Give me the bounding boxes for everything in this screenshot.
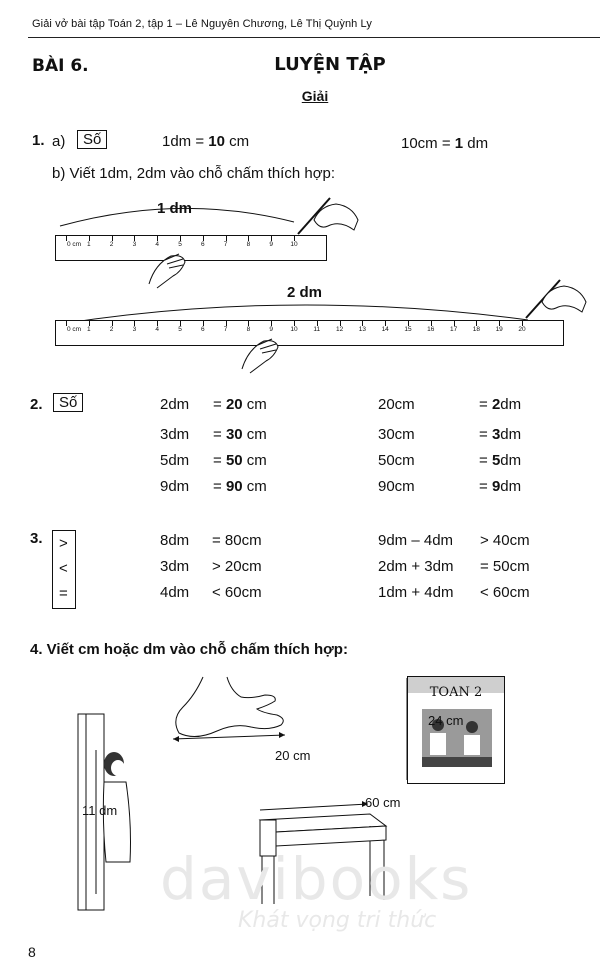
hand-holding-ruler-2-icon <box>238 335 283 375</box>
ruler1-arc-label: 1 dm <box>157 200 193 217</box>
ex1-part-b-text: b) Viết 1dm, 2dm vào chỗ chấm thích hợp: <box>52 165 336 182</box>
ex3-l-lhs: 8dm <box>160 532 190 549</box>
ex2-right-lhs: 30cm <box>378 426 415 443</box>
ruler-number: 8 <box>246 326 251 333</box>
ruler-number: 3 <box>132 241 137 248</box>
pencil-hand-1-icon <box>292 190 362 240</box>
ex2-right-lhs: 20cm <box>378 396 415 413</box>
ruler-number: 6 <box>200 241 205 248</box>
book-illustration <box>407 676 505 784</box>
ruler-number: 2 <box>109 326 114 333</box>
ex2-right-rhs: = 2dm <box>479 396 522 413</box>
ex3-number: 3. <box>30 530 43 547</box>
ex2-number: 2. <box>30 396 43 413</box>
ex1-number: 1. <box>32 132 45 149</box>
ruler-number: 10 <box>290 326 298 333</box>
ex2-left-rhs: = 30 cm <box>213 426 267 443</box>
ex3-r-lhs: 1dm + 4dm <box>378 584 454 601</box>
book-measure-label: 24 cm <box>428 713 464 728</box>
solution-heading: Giải <box>301 88 329 104</box>
hand-measure-label: 20 cm <box>275 748 311 763</box>
ex2-left-lhs: 5dm <box>160 452 190 469</box>
ex1-eq1: 1dm = 10 cm <box>162 133 250 150</box>
ex3-sign-eq: = <box>59 585 68 602</box>
ruler-number: 15 <box>404 326 412 333</box>
spread-hand-illustration <box>165 675 295 755</box>
ex2-right-lhs: 50cm <box>378 452 415 469</box>
ex3-sign-lt: < <box>59 560 68 577</box>
ruler-number: 16 <box>427 326 435 333</box>
ruler-number: 2 <box>109 241 114 248</box>
ruler-number: 5 <box>178 326 182 333</box>
ruler-number: 4 <box>155 241 159 248</box>
ruler-number: 5 <box>178 241 182 248</box>
ex2-right-rhs: = 9dm <box>479 478 522 495</box>
watermark-slogan: Khát vọng tri thức <box>238 908 437 933</box>
header-rule <box>28 37 600 38</box>
ex2-right-lhs: 90cm <box>378 478 415 495</box>
ex3-r-rhs: < 60cm <box>480 584 530 601</box>
ruler-number: 20 <box>518 326 526 333</box>
ruler-number: 18 <box>472 326 481 333</box>
ruler-number: 12 <box>335 326 344 333</box>
ex3-r-lhs: 2dm + 3dm <box>378 558 454 575</box>
ex2-right-rhs: = 3dm <box>479 426 522 443</box>
ex2-left-rhs: = 90 cm <box>213 478 267 495</box>
ruler-number: 1 <box>86 326 91 333</box>
page-number: 8 <box>28 944 36 960</box>
ruler-number: 8 <box>246 241 251 248</box>
lesson-number: BÀI 6. <box>32 56 89 76</box>
ex2-right-rhs: = 5dm <box>479 452 522 469</box>
book-title: TOAN 2 <box>429 685 483 700</box>
ruler-number: 1 <box>86 241 91 248</box>
ruler-number: 3 <box>132 326 137 333</box>
ex3-sign-gt: > <box>59 535 68 552</box>
ruler-number: 6 <box>200 326 205 333</box>
ex4-instruction: 4. Viết cm hoặc dm vào chỗ chấm thích hợp: <box>30 641 348 658</box>
ruler-number: 4 <box>155 326 159 333</box>
ruler-number: 13 <box>358 326 367 333</box>
ex2-left-rhs: = 50 cm <box>213 452 267 469</box>
ruler-number: 0 cm <box>66 326 82 333</box>
ex2-left-lhs: 9dm <box>160 478 190 495</box>
hand-holding-ruler-1-icon <box>145 250 190 290</box>
ex3-l-rhs: < 60cm <box>212 584 262 601</box>
ex1-part-a-label: a) <box>52 133 66 150</box>
ruler-number: 10 <box>290 241 298 248</box>
ruler-number: 7 <box>223 326 228 333</box>
watermark-brand: davibooks <box>160 845 473 913</box>
ex2-left-lhs: 3dm <box>160 426 190 443</box>
ruler-number: 14 <box>381 326 389 333</box>
lesson-title: LUYỆN TẬP <box>274 54 386 75</box>
ruler-number: 11 <box>313 326 321 333</box>
running-header: Giải vở bài tập Toán 2, tập 1 – Lê Nguyên Chương, Lê Thị Quỳnh Ly <box>32 18 372 30</box>
book-height-arrow <box>403 676 411 782</box>
ruler-number: 17 <box>449 326 458 333</box>
ex3-r-rhs: = 50cm <box>480 558 530 575</box>
ruler-number: 7 <box>223 241 228 248</box>
pencil-hand-2-icon <box>520 272 590 322</box>
girl-measure-label: 11 dm <box>82 803 118 818</box>
ex1-so-box: Số <box>77 130 107 149</box>
desk-measure-label: 60 cm <box>365 795 401 810</box>
ex3-r-lhs: 9dm – 4dm <box>378 532 454 549</box>
ex1-eq2: 10cm = 1 dm <box>401 135 489 152</box>
ex2-left-lhs: 2dm <box>160 396 190 413</box>
ex3-l-rhs: = 80cm <box>212 532 262 549</box>
ex3-l-lhs: 3dm <box>160 558 190 575</box>
ex3-l-lhs: 4dm <box>160 584 190 601</box>
ex2-so-box: Số <box>53 393 83 412</box>
ruler-number: 9 <box>269 326 273 333</box>
ruler-number: 9 <box>269 241 273 248</box>
ruler-number: 19 <box>495 326 503 333</box>
ex2-left-rhs: = 20 cm <box>213 396 267 413</box>
ruler-1dm <box>55 235 327 261</box>
ruler-2dm <box>55 320 564 346</box>
ex3-l-rhs: > 20cm <box>212 558 262 575</box>
ruler2-arc-label: 2 dm <box>287 284 323 301</box>
ex3-r-rhs: > 40cm <box>480 532 530 549</box>
ruler-number: 0 cm <box>66 241 82 248</box>
